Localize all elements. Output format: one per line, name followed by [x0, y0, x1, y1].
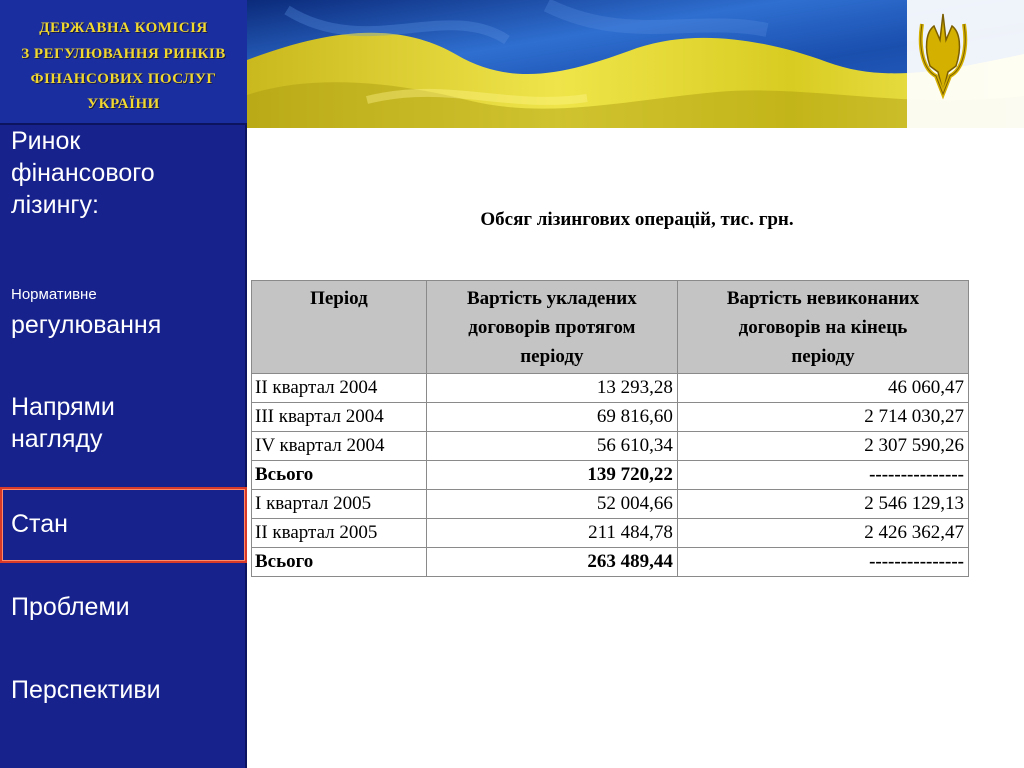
leasing-table — [251, 280, 969, 577]
header-concluded-line-1: Вартість укладених — [466, 288, 637, 309]
sidebar-item-regulation[interactable]: регулювання — [11, 311, 162, 339]
cell-outstanding: 2 714 030,27 — [677, 403, 968, 432]
table-row — [252, 403, 969, 432]
cell-concluded: 13 293,28 — [426, 374, 677, 403]
header-outstanding-line-3: періоду — [791, 346, 855, 367]
header-outstanding-line-1: Вартість невиконаних — [726, 288, 920, 309]
sidebar-section-title — [11, 125, 155, 221]
cell-period: І квартал 2005 — [252, 490, 427, 519]
table-row — [252, 374, 969, 403]
org-name-line-1: ДЕРЖАВНА КОМІСІЯ — [39, 20, 208, 36]
table-row — [252, 490, 969, 519]
header-concluded — [426, 281, 677, 374]
cell-concluded: 69 816,60 — [426, 403, 677, 432]
sidebar-item-regulation-small[interactable]: Нормативне — [11, 286, 97, 303]
cell-concluded: 56 610,34 — [426, 432, 677, 461]
org-header — [0, 0, 247, 125]
trident-emblem-icon — [918, 10, 968, 100]
cell-outstanding: 2 307 590,26 — [677, 432, 968, 461]
section-title-line-1: Ринок — [11, 127, 81, 155]
cell-period: ІV квартал 2004 — [252, 432, 427, 461]
cell-concluded: 263 489,44 — [426, 548, 677, 577]
sidebar-item-supervision[interactable] — [11, 391, 115, 455]
org-name-line-3: ФІНАНСОВИХ ПОСЛУГ — [30, 71, 217, 87]
cell-period: ІІІ квартал 2004 — [252, 403, 427, 432]
sidebar-item-prospects[interactable]: Перспективи — [11, 676, 161, 704]
cell-concluded: 211 484,78 — [426, 519, 677, 548]
sidebar — [0, 0, 247, 768]
header-concluded-line-2: договорів протягом — [468, 317, 636, 338]
table-header-row — [252, 281, 969, 374]
supervision-line-2: нагляду — [11, 425, 103, 453]
supervision-line-1: Напрями — [11, 393, 115, 421]
flag-banner — [247, 0, 1024, 128]
section-title-line-2: фінансового — [11, 159, 155, 187]
table-row-total — [252, 548, 969, 577]
cell-outstanding: --------------- — [677, 548, 968, 577]
ukrainian-flag-image — [247, 0, 1024, 128]
header-concluded-line-3: періоду — [520, 346, 584, 367]
cell-period: ІІ квартал 2004 — [252, 374, 427, 403]
cell-period: Всього — [252, 461, 427, 490]
table-row-total — [252, 461, 969, 490]
sidebar-item-problems[interactable]: Проблеми — [11, 593, 130, 621]
cell-outstanding: 46 060,47 — [677, 374, 968, 403]
sidebar-item-state[interactable]: Стан — [11, 510, 68, 538]
cell-outstanding: --------------- — [677, 461, 968, 490]
section-title-line-3: лізингу: — [11, 191, 99, 219]
table-row — [252, 519, 969, 548]
org-name-line-2: З РЕГУЛЮВАННЯ РИНКІВ — [21, 46, 226, 62]
header-outstanding-text — [678, 281, 968, 371]
cell-outstanding: 2 426 362,47 — [677, 519, 968, 548]
cell-concluded: 139 720,22 — [426, 461, 677, 490]
header-period-text: Період — [310, 288, 368, 309]
cell-period: ІІ квартал 2005 — [252, 519, 427, 548]
cell-concluded: 52 004,66 — [426, 490, 677, 519]
org-name-line-4: УКРАЇНИ — [87, 96, 160, 112]
header-concluded-text — [427, 281, 677, 371]
cell-period: Всього — [252, 548, 427, 577]
table-row — [252, 432, 969, 461]
header-outstanding-line-2: договорів на кінець — [738, 317, 908, 338]
header-outstanding — [677, 281, 968, 374]
cell-outstanding: 2 546 129,13 — [677, 490, 968, 519]
header-period — [252, 281, 427, 374]
table-title: Обсяг лізингових операцій, тис. грн. — [480, 209, 794, 230]
